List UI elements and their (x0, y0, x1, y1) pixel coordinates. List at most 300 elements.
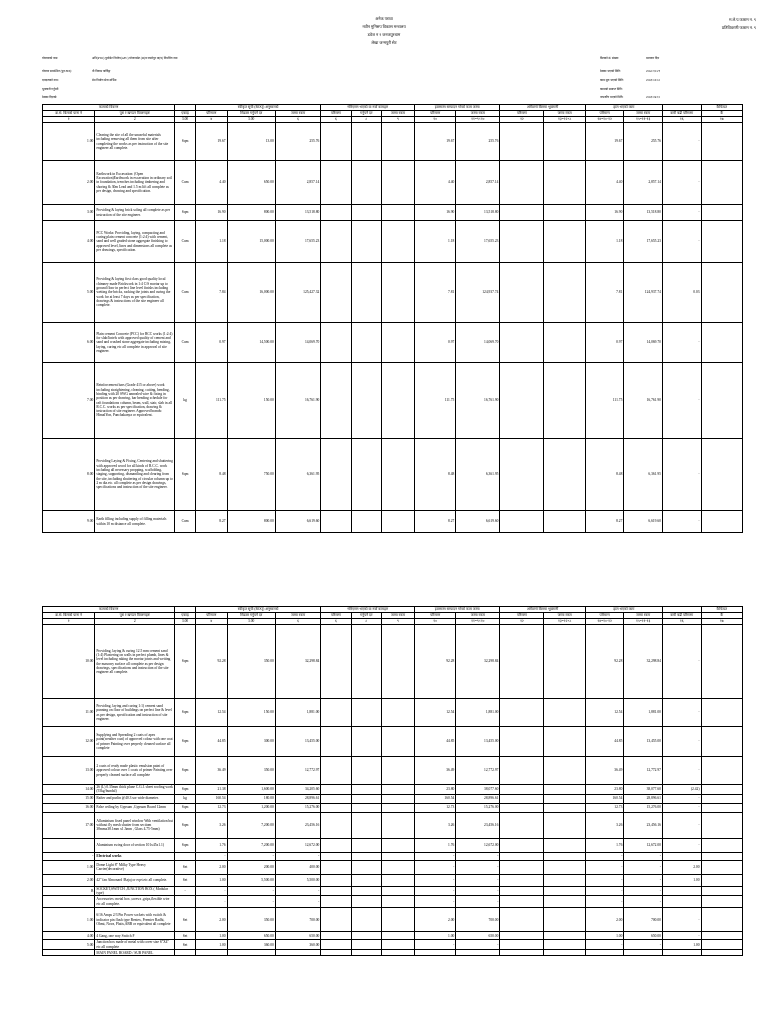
cell-unit: Cum (175, 263, 196, 323)
cell-sn: 12.00 (43, 727, 95, 757)
cell-rem (701, 699, 742, 727)
cell-cqty: 4.40 (414, 161, 455, 205)
cell-camt: 14,069.70 (456, 323, 500, 363)
cell-qty: 1.00 (195, 940, 227, 950)
cell-amt: 12,772.97 (275, 757, 321, 785)
cell-vamt (381, 785, 414, 795)
table-row (43, 363, 743, 439)
cell-cqty: - (414, 852, 455, 860)
cell-rem (701, 812, 742, 838)
cell-camt: 650.00 (456, 932, 500, 940)
cell-desc: Electrical works (95, 852, 175, 860)
table-row (43, 932, 743, 940)
cell-rem (701, 625, 742, 699)
column-number: ६ (321, 117, 351, 123)
cell-namt: 650.00 (624, 932, 663, 940)
cell-nqty: 1.18 (585, 221, 624, 263)
cell-namt: 6,361.95 (624, 439, 663, 511)
cell-pqty (500, 908, 544, 932)
cell-rate: 14,500.00 (227, 323, 275, 363)
cell-diff: - (662, 123, 701, 161)
cell-pamt (544, 727, 585, 757)
meta-left-label: योजनाको नाम: (42, 56, 59, 60)
cell-qty: 92.28 (195, 625, 227, 699)
meta-left-value: प्रेम निर्माण सेवा सर्भिस (92, 78, 117, 82)
cell-cqty: - (414, 886, 455, 896)
group-header: हाल भएको काम (585, 105, 662, 111)
cell-pamt (544, 932, 585, 940)
cell-amt: - (275, 886, 321, 896)
cell-pamt (544, 896, 585, 908)
cell-diff: - (662, 794, 701, 803)
cell-vamt (381, 439, 414, 511)
cell-pqty (500, 794, 544, 803)
cell-vqty (321, 932, 351, 940)
meta-left-label: भुक्तानी गर्नुपर्ने: (42, 87, 59, 91)
column-number: ६ (321, 619, 351, 625)
cell-camt: 12,672.00 (456, 838, 500, 852)
cell-rem (701, 511, 742, 533)
cell-pqty (500, 511, 544, 533)
column-header: कमी बढी परिमाण (662, 613, 701, 619)
meta-right-label: काम सुरु भएको मिति: (600, 78, 624, 82)
cell-camt: 15,276.00 (456, 803, 500, 812)
cell-nqty: 1.00 (585, 932, 624, 940)
cell-vamt (381, 896, 414, 908)
column-number: १६ (662, 619, 701, 625)
cell-vqty (321, 785, 351, 795)
cell-rem (701, 263, 742, 323)
table-row (43, 886, 743, 896)
cell-sn: 7.00 (43, 363, 95, 439)
meta-right-label: कामको समाप्त मिति: (600, 87, 623, 91)
cell-amt: 16,761.90 (275, 363, 321, 439)
cell-namt: 13,518.80 (624, 205, 663, 221)
table-row (43, 874, 743, 886)
cell-pqty (500, 886, 544, 896)
cell-vrate (351, 886, 381, 896)
column-number: ९ (381, 117, 414, 123)
cell-diff: - (662, 727, 701, 757)
cell-desc: Aluminium swing door of section 101x45x1.1) (95, 838, 175, 852)
column-header: परिमाण (585, 111, 624, 117)
cell-cqty: 0.97 (414, 323, 455, 363)
column-header: परिमाण (321, 111, 351, 117)
cell-qty: 4.40 (195, 161, 227, 205)
table-row (43, 803, 743, 812)
cell-sn: - (43, 852, 95, 860)
cell-camt: 23,456.16 (456, 812, 500, 838)
cell-qty: - (195, 896, 227, 908)
table-row (43, 625, 743, 699)
cell-vamt (381, 699, 414, 727)
cell-pamt (544, 757, 585, 785)
cell-namt: 23,456.16 (624, 812, 663, 838)
cell-vamt (381, 940, 414, 950)
cell-desc: PCC Works: Providing, laying, compacting and curing plain cement concrete (1:2:4) with cement, sand and well graded stone aggregate finishing to approved level, lines and dimensions all complete as per drawings, specification. (95, 221, 175, 263)
cell-sn: 2.00 (43, 874, 95, 886)
cell-amt: 5,500.00 (275, 874, 321, 886)
cell-rem (701, 896, 742, 908)
cell-vrate (351, 812, 381, 838)
cell-rem (701, 874, 742, 886)
cell-pamt (544, 161, 585, 205)
cell-camt: 2,857.14 (456, 161, 500, 205)
cell-qty: 160.54 (195, 794, 227, 803)
cell-nqty: 23.80 (585, 785, 624, 795)
column-header: परिमाण (321, 613, 351, 619)
cell-diff: - (662, 625, 701, 699)
cell-vrate (351, 323, 381, 363)
cell-pamt (544, 625, 585, 699)
column-header: जम्मा रकम (544, 613, 585, 619)
cell-vrate (351, 123, 381, 161)
cell-sn (43, 838, 95, 852)
cell-rem (701, 221, 742, 263)
cell-desc: False ceiling by Gypsum ,Gypsum Board 12mm (95, 803, 175, 812)
cell-desc: Accessories: metal box ,screws ,grips,flexible wire etc all complete. (95, 896, 175, 908)
cell-pamt (544, 860, 585, 874)
cell-camt: 6,619.60 (456, 511, 500, 533)
cell-desc: 6/16 Amps 2/3 Pin Power sockets with switch & indicator pin flush type Bentex, Premier Radhi, Ohmi, Nova, Platis,ABB or equivalent all complete (95, 908, 175, 932)
cell-rem (701, 123, 742, 161)
cell-vqty (321, 205, 351, 221)
cell-vamt (381, 511, 414, 533)
cell-cqty: 8.27 (414, 511, 455, 533)
cell-rate: 13.00 (227, 123, 275, 161)
cell-rate: 16,000.00 (227, 263, 275, 323)
cell-sn (43, 896, 95, 908)
column-header: परिमाण (500, 613, 544, 619)
cell-pqty (500, 123, 544, 161)
cell-rate: - (227, 896, 275, 908)
cell-amt: 6,619.60 (275, 511, 321, 533)
cell-rate: 360.00 (227, 940, 275, 950)
column-number: ११=९×१० (456, 619, 500, 625)
cell-nqty: 8.27 (585, 511, 624, 533)
cell-pamt (544, 511, 585, 533)
cell-vrate (351, 625, 381, 699)
cell-sn: 4.00 (43, 221, 95, 263)
cell-rate: 5,500.00 (227, 874, 275, 886)
cell-nqty: 92.28 (585, 625, 624, 699)
cell-vqty (321, 812, 351, 838)
cell-vrate (351, 794, 381, 803)
cell-vqty (321, 511, 351, 533)
cell-desc: Providing, laying and curing 1:1) cement sand punning on floor of buildings on perfect line & level as per design, specification and instruction of site engineer. (95, 699, 175, 727)
cell-amt: 34,205.60 (275, 785, 321, 795)
table-row (43, 323, 743, 363)
cell-vamt (381, 757, 414, 785)
cell-vamt (381, 838, 414, 852)
group-header: स्वीकृत सूची (BOQ) अनुसारको (195, 607, 320, 613)
meta-right-value: २०७९/०२/०८ (646, 78, 661, 82)
cell-camt: 6,361.95 (456, 439, 500, 511)
column-header: सिडबर गर्नुपर्ने दर (227, 111, 275, 117)
cell-sn: 1.00 (43, 123, 95, 161)
column-header: परिमाण (195, 111, 227, 117)
cell-diff: 1.00 (662, 940, 701, 950)
column-header: एकाइ (175, 613, 196, 619)
table-row (43, 940, 743, 950)
cell-vamt (381, 625, 414, 699)
cell-vqty (321, 363, 351, 439)
cell-rate: 15,000.00 (227, 221, 275, 263)
cell-vqty (321, 950, 351, 956)
cell-vrate (351, 874, 381, 886)
cell-unit: Sqm (175, 838, 196, 852)
meta-right-label: नापजाँच भएको मिति: (600, 95, 624, 99)
cell-qty: 111.75 (195, 363, 227, 439)
cell-rem (701, 794, 742, 803)
cell-pqty (500, 812, 544, 838)
cell-camt: - (456, 860, 500, 874)
cell-desc: 26 (L) 0.35mm thick plane C.G.I. sheet roofing work (55kg/bundal) (96, 785, 173, 794)
cell-camt: 32,298.84 (456, 625, 500, 699)
cell-pqty (500, 625, 544, 699)
cell-amt: 6,361.95 (275, 439, 321, 511)
column-number: १७ (701, 619, 742, 625)
cell-desc: Junction box made of metal with cover size 6"X4" etc all complete (95, 940, 175, 950)
cell-rate: - (227, 852, 275, 860)
table-row (43, 205, 743, 221)
column-number: 3.00 (175, 619, 196, 625)
group-header: कैफियत (701, 105, 742, 111)
column-number: ४ (195, 619, 227, 625)
column-header-row (43, 111, 743, 117)
cell-rem (701, 161, 742, 205)
cell-sn: 15.00 (43, 794, 95, 803)
cell-cqty: 16.90 (414, 205, 455, 221)
cell-unit: kg (175, 794, 196, 803)
group-header: हाल भएको काम (585, 607, 662, 613)
cell-pamt (544, 803, 585, 812)
header-line-4: लेखा जन्मपुरी सेट (371, 40, 397, 45)
cell-diff: - (662, 932, 701, 940)
column-header: परिमाण (585, 613, 624, 619)
cell-vamt (381, 852, 414, 860)
cell-cqty: 36.49 (414, 757, 455, 785)
cell-unit: Sqm (175, 785, 196, 795)
cell-nqty: 3.26 (585, 812, 624, 838)
cell-pqty (500, 757, 544, 785)
cell-unit (175, 896, 196, 908)
group-header: कैफियत (701, 607, 742, 613)
cell-unit: Sqm (175, 625, 196, 699)
cell-pamt (544, 852, 585, 860)
cell-vrate (351, 263, 381, 323)
cell-camt: 1,881.00 (456, 699, 500, 727)
cell-nqty: 16.90 (585, 205, 624, 221)
cell-qty: 19.67 (195, 123, 227, 161)
cell-vrate (351, 511, 381, 533)
cell-qty: 8.27 (195, 511, 227, 533)
cell-camt: 255.76 (456, 123, 500, 161)
cell-camt: 38,077.60 (456, 785, 500, 795)
group-header: हालसम्म सम्पादन गरेको काम जम्मा (414, 607, 499, 613)
cell-namt: 700.00 (624, 908, 663, 932)
cell-vrate (351, 896, 381, 908)
column-number: १३=१२×८ (544, 117, 585, 123)
boq-table-page-2 (42, 606, 743, 956)
cell-camt: - (456, 940, 500, 950)
cell-nqty: 0.97 (585, 323, 624, 363)
cell-nqty: - (585, 940, 624, 950)
group-header: कामको विवरण (43, 105, 175, 111)
cell-rem (701, 886, 742, 896)
cell-pqty (500, 803, 544, 812)
column-header: कमी बढी परिमाण (662, 111, 701, 117)
cell-vqty (321, 727, 351, 757)
column-header: क्र.सं. बिलको पाना नं (43, 111, 95, 117)
column-header: पुरा र खण्डन विवरणहरु (95, 111, 175, 117)
cell-nqty: - (585, 860, 624, 874)
cell-qty: - (195, 886, 227, 896)
cell-vamt (381, 123, 414, 161)
table-row (43, 860, 743, 874)
cell-nqty: 8.48 (585, 439, 624, 511)
meta-left-label: योजना सम्मन्धित (पुन ठाउ): (42, 69, 72, 73)
cell-rem (701, 852, 742, 860)
cell-unit: Sqm (175, 757, 196, 785)
cell-cqty: 44.85 (414, 727, 455, 757)
column-header: कै (701, 613, 742, 619)
cell-pqty (500, 439, 544, 511)
cell-vamt (381, 323, 414, 363)
cell-sn: 3.00 (43, 205, 95, 221)
meta-left-label: दरदाताको नाम: (42, 78, 59, 82)
cell-camt: 13,455.00 (456, 727, 500, 757)
cell-namt: - (624, 886, 663, 896)
cell-vrate (351, 205, 381, 221)
cell-sn: 8.00 (43, 439, 95, 511)
cell-diff: 0.03 (662, 263, 701, 323)
cell-qty: 3.26 (195, 812, 227, 838)
cell-qty: 2.00 (195, 908, 227, 932)
cell-sn: 11.00 (43, 699, 95, 727)
form-number: म.ले.प.फाराम न. ९ (729, 17, 756, 22)
cell-desc: SOCKET,SWITCH ,JUNCTION BOX ( Modular type) (95, 886, 175, 896)
meta-right-value: मलावार दिय (646, 56, 660, 60)
cell-vqty (321, 803, 351, 812)
cell-pamt (544, 874, 585, 886)
cell-pamt (544, 785, 585, 795)
column-header: कै (701, 111, 742, 117)
cell-qty: 12.54 (195, 699, 227, 727)
cell-rem (701, 757, 742, 785)
cell-cqty: - (414, 860, 455, 874)
cell-pamt (544, 363, 585, 439)
cell-vrate (351, 439, 381, 511)
cell-vrate (351, 908, 381, 932)
cell-sn: 1.00 (43, 908, 95, 932)
cell-unit: Cum (175, 323, 196, 363)
cell-cqty: - (414, 874, 455, 886)
cell-desc: 2 coats of ready made plastic emulsion paint of approved colour over 1 coats of primer Painting over perperly cleaned surface all complete (95, 757, 175, 785)
cell-desc: Rafter and purlin @40.3 sor wide diameter. (95, 794, 175, 803)
cell-vqty (321, 886, 351, 896)
cell-namt: 32,298.84 (624, 625, 663, 699)
boq-table-page-1 (42, 104, 743, 533)
column-header: पुरा र खण्डन विवरणहरु (95, 613, 175, 619)
cell-camt: 13,518.80 (456, 205, 500, 221)
cell-desc: Supplying and Spreading 2 coats of apex paint(weather coat) of approved colour with one coat of primer Painting over perperly cleaned surface all complete (95, 727, 175, 757)
cell-rem (701, 950, 742, 956)
cell-vqty (321, 221, 351, 263)
cell-diff: - (662, 439, 701, 511)
cell-pqty (500, 205, 544, 221)
cell-vqty (321, 625, 351, 699)
cell-vrate (351, 363, 381, 439)
cell-amt: 15,276.00 (275, 803, 321, 812)
cell-cqty: 12.54 (414, 699, 455, 727)
table-row (43, 221, 743, 263)
cell-desc: Clearing the site of all the unuseful materials including removing all them from site after completing the works as per instruction of the site engineer all complete. (95, 123, 175, 161)
cell-amt: 360.00 (275, 940, 321, 950)
cell-amt: 14,069.70 (275, 323, 321, 363)
column-header: परिमाण (414, 613, 455, 619)
cell-amt: 1,881.00 (275, 699, 321, 727)
cell-desc: 4 Gang, one way Switch F (95, 932, 175, 940)
cell-camt: 12,772.97 (456, 757, 500, 785)
cell-rate: 180.00 (227, 794, 275, 803)
cell-amt: 13,455.00 (275, 727, 321, 757)
column-header: गर्नुपर्ने दर (351, 111, 381, 117)
document-header (0, 0, 768, 100)
cell-camt: 124,937.74 (456, 263, 500, 323)
cell-nqty: - (585, 852, 624, 860)
cell-nqty: 1.76 (585, 838, 624, 852)
cell-sn (43, 950, 95, 956)
cell-qty (195, 950, 227, 956)
cell-namt: 15,276.00 (624, 803, 663, 812)
cell-namt (624, 950, 663, 956)
cell-pamt (544, 205, 585, 221)
cell-nqty: - (585, 874, 624, 886)
cell-camt: - (456, 896, 500, 908)
cell-sn: 10.00 (43, 625, 95, 699)
cell-namt: 16,761.90 (624, 363, 663, 439)
cell-vqty (321, 757, 351, 785)
cell-namt: 1,881.00 (624, 699, 663, 727)
cell-camt: 17,655.23 (456, 221, 500, 263)
table-row (43, 908, 743, 932)
group-header: हालसम्म सम्पादन गरेको काम जम्मा (414, 105, 499, 111)
column-header: जम्मा रकम (456, 613, 500, 619)
cell-namt: 13,455.00 (624, 727, 663, 757)
cell-vamt (381, 161, 414, 205)
cell-cqty: 2.00 (414, 908, 455, 932)
table-row (43, 439, 743, 511)
cell-sn: 16.00 (43, 803, 95, 812)
cell-qty: 1.18 (195, 221, 227, 263)
cell-diff: - (662, 757, 701, 785)
cell-nqty (585, 950, 624, 956)
column-number: 2 (95, 619, 175, 625)
cell-amt: 255.76 (275, 123, 321, 161)
cell-sn: 1.00 (43, 860, 95, 874)
cell-vamt (381, 932, 414, 940)
cell-pamt (544, 221, 585, 263)
cell-vamt (381, 803, 414, 812)
table-row (43, 727, 743, 757)
cell-rate: 350.00 (227, 908, 275, 932)
cell-rate: 7,200.00 (227, 838, 275, 852)
cell-diff: - (662, 221, 701, 263)
cell-desc: MAIN PANEL BOARD / SUB PANEL (95, 950, 175, 956)
table-row (43, 794, 743, 803)
cell-unit: Sqm (175, 123, 196, 161)
